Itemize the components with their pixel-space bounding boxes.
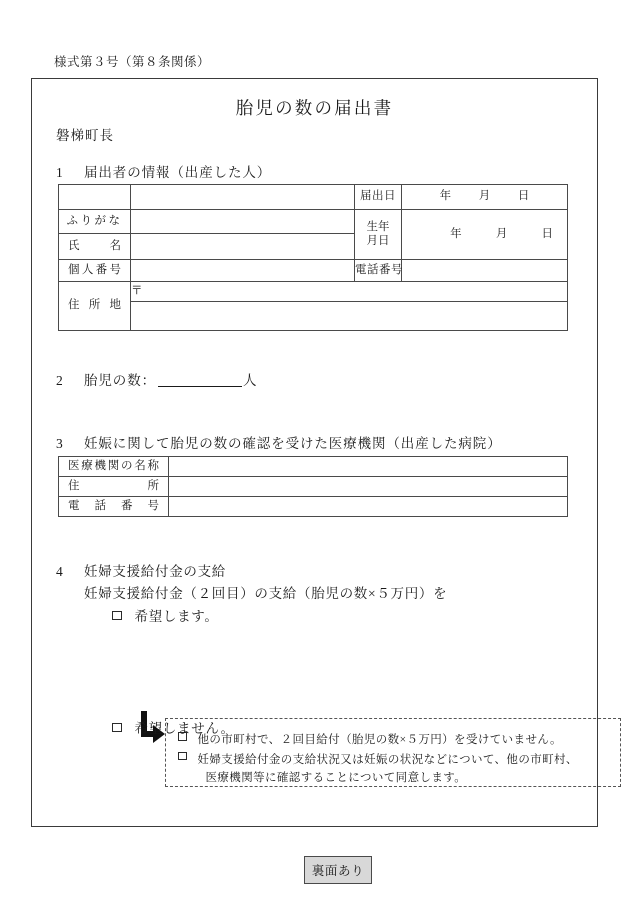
consent-item-text: [198, 732, 562, 750]
benefit-no-label: 希望しません。: [134, 721, 235, 736]
addressee: 磐梯町長: [56, 128, 114, 143]
section-2-number: 2: [56, 373, 64, 388]
postal-mark-icon: 〒: [131, 284, 143, 297]
document-frame: [31, 78, 598, 878]
section-3-heading: [56, 432, 502, 452]
form-number: 様式第３号（第８条関係）: [54, 55, 211, 69]
section-3-number: 3: [56, 436, 64, 451]
applicant-info-table: [58, 184, 568, 331]
name-label: 氏 名: [59, 234, 131, 260]
furigana-input[interactable]: [131, 210, 355, 234]
section-1-heading: [56, 161, 271, 181]
back-side-button[interactable]: 裏面あり: [304, 856, 372, 884]
section-4-heading: [56, 560, 226, 580]
table-row: [59, 210, 568, 234]
section-3-title: 妊娠に関して胎児の数の確認を受けた医療機関（出産した病院）: [84, 436, 502, 451]
medical-institution-table: [58, 456, 568, 517]
month-unit: 月: [495, 227, 508, 240]
section-2-line: [56, 369, 257, 389]
section-1-number: 1: [56, 165, 64, 180]
consent-item-line1: 他の市町村で、２回目給付（胎児の数×５万円）を受けていません。: [197, 734, 562, 746]
furigana-label: ふりがな: [59, 210, 131, 234]
section-4-description: 妊婦支援給付金（２回目）の支給（胎児の数×５万円）を: [84, 586, 448, 601]
submission-date-label: 届出日: [355, 185, 402, 210]
phone-label: 電話番号: [355, 260, 402, 282]
section-4-number: 4: [56, 564, 64, 579]
consent-item[interactable]: [178, 752, 610, 788]
month-unit: 月: [478, 190, 491, 203]
institution-address-label: 住 所: [59, 477, 169, 497]
year-unit: 年: [450, 227, 462, 240]
birthdate-label-line2: 月日: [366, 234, 390, 247]
consent-item-line1: 妊婦支援給付金の支給状況又は妊娠の状況などについて、他の市町村、: [197, 753, 578, 766]
benefit-no-option[interactable]: [112, 717, 235, 737]
institution-phone-label: 電 話 番 号: [59, 497, 169, 517]
birthdate-label: [355, 210, 402, 260]
table-row: [59, 260, 568, 282]
table-row: [59, 302, 568, 331]
blank-value-cell[interactable]: [131, 185, 355, 210]
consent-item[interactable]: [178, 725, 610, 750]
birthdate-value[interactable]: [402, 210, 568, 260]
phone-input[interactable]: [402, 260, 568, 282]
table-row: [59, 185, 568, 210]
fetus-count-unit: 人: [243, 373, 258, 388]
address-input[interactable]: [131, 302, 568, 331]
fetus-count-input[interactable]: [158, 386, 242, 387]
address-label: 住所地: [59, 282, 131, 331]
postal-code-input[interactable]: [131, 282, 568, 302]
my-number-label: 個人番号: [59, 260, 131, 282]
blank-label-cell: [59, 185, 131, 210]
checkbox-icon[interactable]: [112, 611, 122, 621]
my-number-input[interactable]: [131, 260, 355, 282]
table-row: [59, 457, 568, 477]
section-2-label: 胎児の数：: [84, 373, 156, 388]
benefit-yes-option[interactable]: [112, 605, 219, 625]
name-input[interactable]: [131, 234, 355, 260]
table-row: [59, 282, 568, 302]
consent-item-line2: 医療機関等に確認することについて同意します。: [205, 771, 467, 784]
year-unit: 年: [439, 190, 452, 203]
day-unit: 日: [517, 190, 530, 203]
institution-phone-input[interactable]: [169, 497, 568, 517]
birthdate-label-line1: 生年: [366, 221, 390, 234]
institution-name-label: 医療機関の名称: [59, 457, 169, 477]
checkbox-icon[interactable]: [112, 723, 122, 733]
consent-item-text: [198, 752, 578, 788]
table-row: [59, 477, 568, 497]
checkbox-icon[interactable]: [178, 752, 187, 761]
section-1-title: 届出者の情報（出産した人）: [84, 165, 272, 180]
section-4-title: 妊婦支援給付金の支給: [84, 564, 226, 579]
institution-address-input[interactable]: [169, 477, 568, 497]
benefit-yes-label: 希望します。: [134, 609, 219, 624]
table-row: [59, 497, 568, 517]
page-title: 胎児の数の届出書: [235, 98, 394, 118]
day-unit: 日: [541, 227, 554, 240]
institution-name-input[interactable]: [169, 457, 568, 477]
submission-date-value[interactable]: [402, 185, 568, 210]
